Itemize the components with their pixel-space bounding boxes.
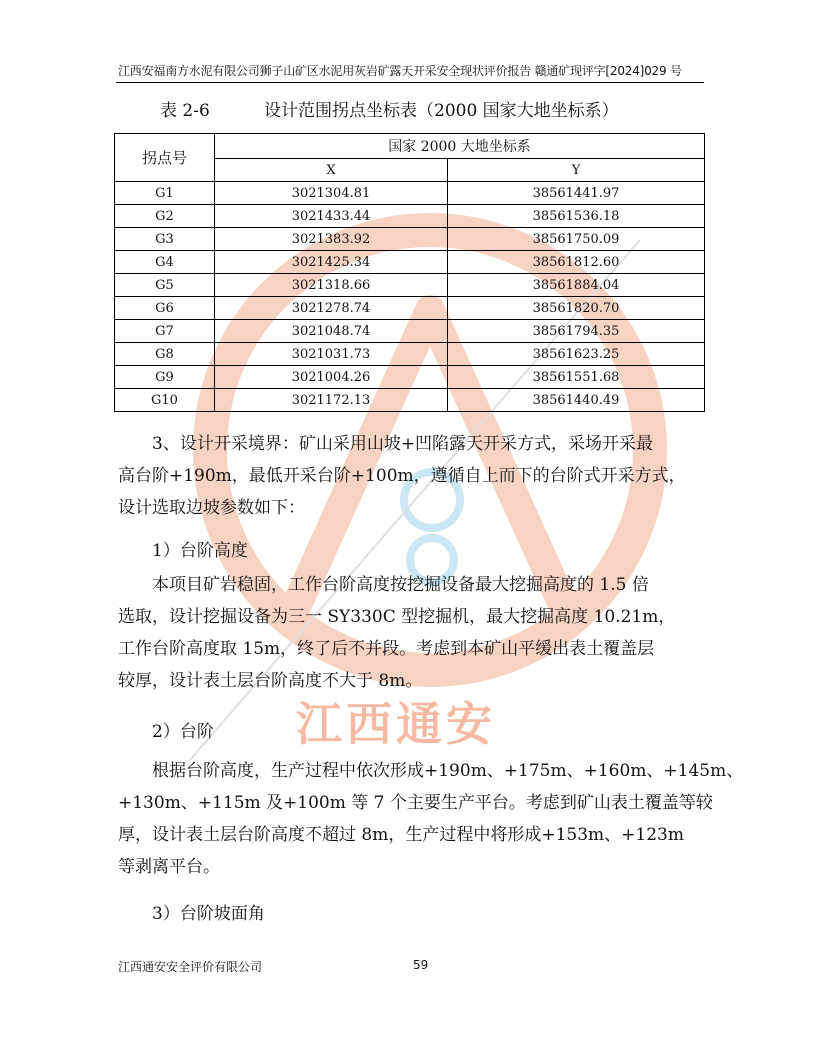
x-value: 3021278.74 — [215, 297, 448, 320]
header-rule — [116, 82, 704, 83]
y-value: 38561551.68 — [448, 366, 705, 389]
table-row — [115, 389, 705, 412]
x-value: 3021318.66 — [215, 274, 448, 297]
point-id: G4 — [115, 251, 215, 274]
table-row — [115, 182, 705, 205]
point-id: G5 — [115, 274, 215, 297]
table-title: 设计范围拐点坐标表（2000 国家大地坐标系） — [264, 101, 619, 121]
header-coordinate-system: 国家 2000 大地坐标系 — [215, 134, 705, 159]
x-value: 3021425.34 — [215, 251, 448, 274]
x-value: 3021004.26 — [215, 366, 448, 389]
table-row — [115, 366, 705, 389]
table-number: 表 2-6 — [160, 101, 210, 121]
paragraph-bench-height: 本项目矿岩稳固，工作台阶高度按挖掘设备最大挖掘高度的 1.5 倍 选取，设计挖掘设备为三一 SY330C 型挖掘机，最大挖掘高度 10.21m， 工作台阶高度取 15m，终了后不并段。考虑到本矿山平缓出表土覆盖层 较厚，设计表土层台阶高度不大于 8m。 — [118, 575, 676, 691]
running-header: 江西安福南方水泥有限公司狮子山矿区水泥用灰岩矿露天开采安全现状评价报告 赣通矿现评字[2024]029 号 — [118, 64, 682, 78]
point-id: G7 — [115, 320, 215, 343]
x-value: 3021383.92 — [215, 228, 448, 251]
table-row — [115, 228, 705, 251]
y-value: 38561536.18 — [448, 205, 705, 228]
point-id: G10 — [115, 389, 215, 412]
header-y: Y — [448, 159, 705, 182]
y-value: 38561750.09 — [448, 228, 705, 251]
y-value: 38561794.35 — [448, 320, 705, 343]
y-value: 38561820.70 — [448, 297, 705, 320]
point-id: G2 — [115, 205, 215, 228]
x-value: 3021048.74 — [215, 320, 448, 343]
x-value: 3021304.81 — [215, 182, 448, 205]
point-id: G6 — [115, 297, 215, 320]
watermark-text: 江西通安 — [296, 697, 496, 751]
table-row — [115, 274, 705, 297]
table-row — [115, 297, 705, 320]
point-id: G3 — [115, 228, 215, 251]
heading-bench-slope-angle: 3）台阶坡面角 — [118, 904, 265, 924]
paragraph-mining-boundary: 3、设计开采境界：矿山采用山坡+凹陷露天开采方式，采场开采最 高台阶+190m，最低开采台阶+100m，遵循自上而下的台阶式开采方式， 设计选取边坡参数如下： — [118, 434, 686, 518]
table-row — [115, 343, 705, 366]
y-value: 38561441.97 — [448, 182, 705, 205]
table-row — [115, 251, 705, 274]
table-row — [115, 320, 705, 343]
table-row — [115, 205, 705, 228]
y-value: 38561884.04 — [448, 274, 705, 297]
heading-bench: 2）台阶 — [118, 722, 214, 742]
y-value: 38561623.25 — [448, 343, 705, 366]
page-number: 59 — [413, 958, 429, 972]
header-x: X — [215, 159, 448, 182]
x-value: 3021433.44 — [215, 205, 448, 228]
footer-company: 江西通安安全评价有限公司 — [118, 960, 263, 974]
x-value: 3021172.13 — [215, 389, 448, 412]
header-point-id: 拐点号 — [115, 134, 215, 182]
y-value: 38561812.60 — [448, 251, 705, 274]
paragraph-bench: 根据台阶高度，生产过程中依次形成+190m、+175m、+160m、+145m、 +130m、+115m 及+100m 等 7 个主要生产平台。考虑到矿山表土覆盖等较 厚，设计表土层台阶高度不超过 8m，生产过程中将形成+153m、+123m 等剥离平台。 — [118, 761, 744, 877]
table-caption — [160, 96, 619, 121]
y-value: 38561440.49 — [448, 389, 705, 412]
point-id: G1 — [115, 182, 215, 205]
heading-bench-height: 1）台阶高度 — [118, 541, 248, 561]
point-id: G9 — [115, 366, 215, 389]
coordinate-table — [114, 133, 705, 412]
x-value: 3021031.73 — [215, 343, 448, 366]
point-id: G8 — [115, 343, 215, 366]
